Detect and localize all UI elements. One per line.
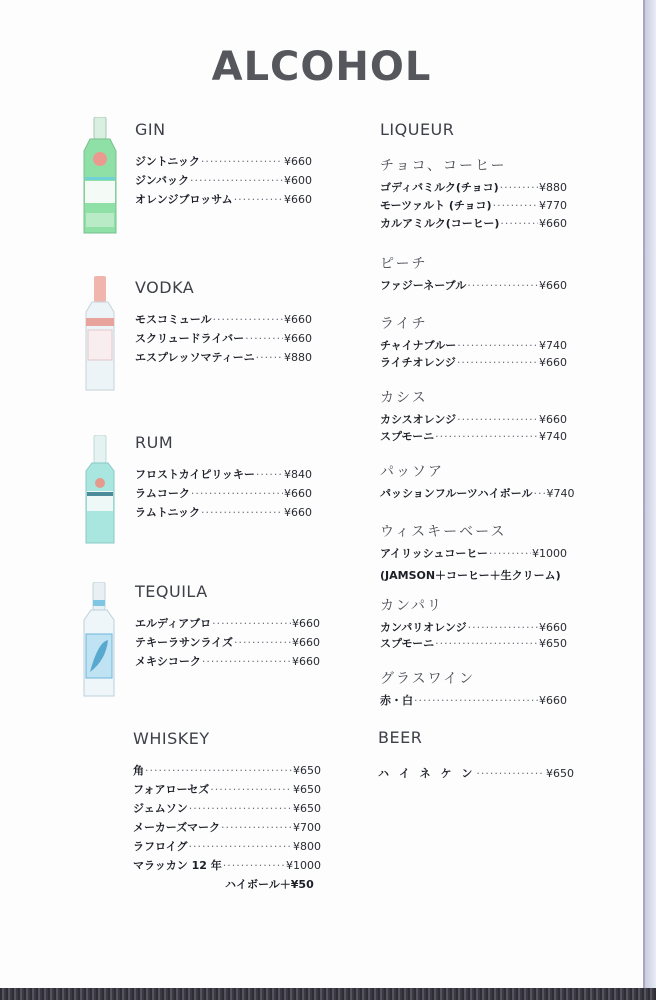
menu-item: 赤・白 ····· ¥660 [380,692,567,711]
menu-item: モーツァルト (チョコ) ····· ¥770 [380,197,567,215]
section-heading: TEQUILA [135,582,208,601]
menu-item: アイリッシュコーヒー ····· ¥1000 [380,545,567,564]
liqueur-group-label: ウィスキーベース [380,524,507,540]
section-tequila [135,582,320,672]
menu-item: ハ イ ネ ケ ン ····· ¥650 [378,765,574,784]
liqueur-group-label: チョコ、コーヒー [380,158,507,174]
table-surface [0,988,656,1000]
section-beer [378,728,574,784]
rum-bottle-icon [83,435,117,547]
gin-bottle-icon [80,117,120,237]
menu-item: ジェムソン ····· ¥650 [133,800,321,819]
section-heading: WHISKEY [133,729,210,748]
menu-item: カンパリオレンジ ····· ¥660 [380,619,567,635]
menu-item: スプモーニ ····· ¥740 [380,428,567,445]
section-vodka [135,278,312,368]
section-heading: RUM [135,433,174,452]
menu-item: スクリュードライバー ····· ¥660 [135,330,312,349]
menu-item: メーカーズマーク ····· ¥700 [133,819,321,838]
section-heading: BEER [378,728,423,747]
menu-item: エルディアブロ ····· ¥660 [135,615,320,634]
menu-item: ラフロイグ ····· ¥800 [133,838,321,857]
section-heading: GIN [135,120,166,139]
highball-note: ハイボール＋¥50 [225,878,314,891]
liqueur-group-label: グラスワイン [380,671,476,687]
liqueur-group-label: カンパリ [380,598,444,614]
menu-item: フォアローセズ ····· ¥650 [133,781,321,800]
menu-item: ラムトニック ····· ¥660 [135,504,312,523]
menu-item: モスコミュール ····· ¥660 [135,311,312,330]
section-whiskey [133,729,321,896]
liqueur-group-label: ピーチ [380,256,428,272]
menu-item: テキーラサンライズ ····· ¥660 [135,634,320,653]
menu-item: エスプレッソマティーニ ····· ¥880 [135,349,312,368]
page-edge [645,0,656,1000]
menu-item: オレンジブロッサム ····· ¥660 [135,191,312,210]
menu-item: カルアミルク(コーヒー) ····· ¥660 [380,215,567,233]
tequila-bottle-icon [80,582,118,700]
section-gin [135,120,312,210]
menu-item: 角 ····· ¥650 [133,762,321,781]
section-liqueur [380,120,575,711]
menu-item: メキシコーク ····· ¥660 [135,653,320,672]
menu-item: ファジーネーブル ····· ¥660 [380,277,567,296]
section-rum [135,433,312,523]
page-title: ALCOHOL [211,44,432,90]
menu-item: ゴディバミルク(チョコ) ····· ¥880 [380,179,567,197]
menu-item: ライチオレンジ ····· ¥660 [380,354,567,371]
liqueur-group-label: ライチ [380,316,428,332]
irish-coffee-note: (JAMSON＋コーヒー＋生クリーム) [380,569,561,582]
menu-item: ジンバック ····· ¥600 [135,172,312,191]
liqueur-group-label: パッソア [380,464,444,480]
menu-item: チャイナブルー ····· ¥740 [380,337,567,354]
menu-item: フロストカイピリッキー ····· ¥840 [135,466,312,485]
section-heading: LIQUEUR [380,120,455,139]
section-heading: VODKA [135,278,195,297]
menu-item: ラムコーク ····· ¥660 [135,485,312,504]
liqueur-group-label: カシス [380,390,428,406]
vodka-bottle-icon [83,276,117,394]
menu-item: マラッカン 12 年 ····· ¥1000 [133,857,321,876]
menu-item: ジントニック ····· ¥660 [135,153,312,172]
menu-item: カシスオレンジ ····· ¥660 [380,411,567,428]
menu-item: パッションフルーツハイボール ····· ¥740 [380,485,567,504]
menu-item: スプモーニ ····· ¥650 [380,635,567,651]
